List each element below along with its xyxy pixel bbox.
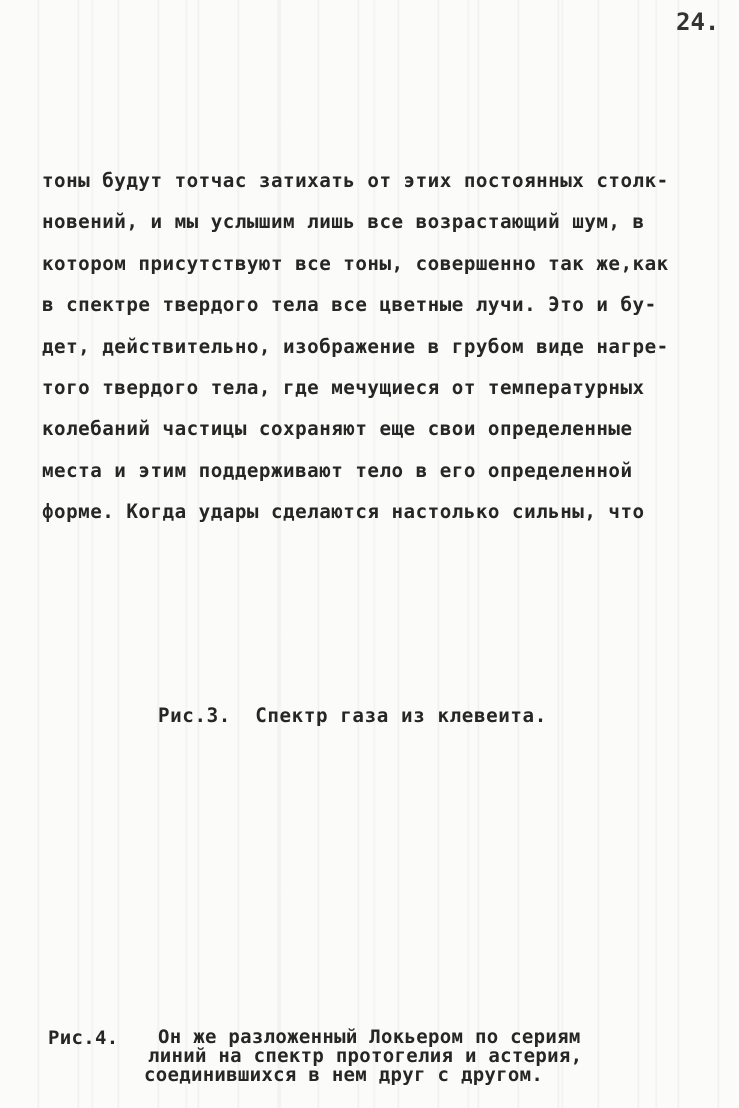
page-number: 24. bbox=[676, 8, 720, 36]
figure-4-caption-line: Он же разложенный Локьером по сериям bbox=[158, 1026, 581, 1048]
text-line: места и этим поддерживают тело в его определенной bbox=[42, 458, 633, 482]
body-paragraph bbox=[42, 160, 732, 533]
text-line: тоны будут тотчас затихать от этих постоянных столк- bbox=[42, 169, 669, 192]
text-line: новений, и мы услышим лишь все возрастающий шум, в bbox=[42, 210, 645, 234]
text-line: дет, действительно, изображение в грубом виде нагре- bbox=[42, 334, 669, 358]
figure-3-caption: Рис.3. Спектр газа из клевеита. bbox=[158, 704, 547, 727]
text-line: в спектре твердого тела все цветные лучи. Это и бу- bbox=[42, 293, 657, 317]
text-line: того твердого тела, где мечущиеся от температурных bbox=[42, 375, 645, 399]
text-line: котором присутствуют все тоны, совершенно так же,как bbox=[42, 251, 669, 275]
text-line: форме. Когда удары сделаются настолько сильны, что bbox=[42, 500, 645, 524]
figure-4-label: Рис.4. bbox=[48, 1027, 119, 1049]
figure-4-caption-line: линий на спектр протогелия и астерия, bbox=[148, 1045, 583, 1067]
figure-4-caption-line: соединившихся в нем друг с другом. bbox=[144, 1064, 544, 1086]
text-line: колебаний частицы сохраняют еще свои определенные bbox=[42, 417, 633, 441]
